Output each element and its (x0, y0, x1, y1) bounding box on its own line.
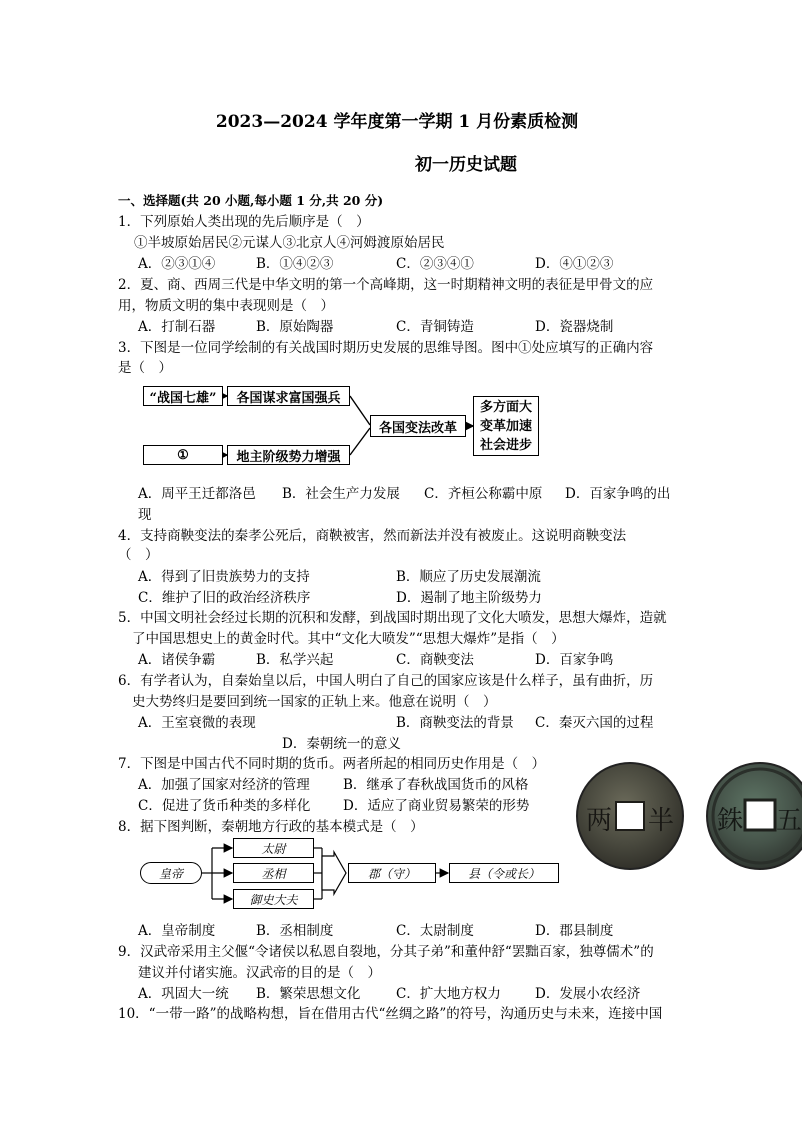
q4-option-a: A．得到了旧贵族势力的支持 (138, 569, 310, 585)
q1-option-a: A．②③①④ (138, 256, 216, 272)
q4-option-b: B．顺应了历史发展潮流 (396, 569, 541, 585)
q3-box-result-line2: 变革加速 (479, 418, 532, 434)
q8-option-a: A．皇帝制度 (138, 923, 216, 939)
q5-option-b: B．私学兴起 (256, 652, 334, 668)
q8-stem: 8．据下图判断，秦朝地方行政的基本模式是（ ） (118, 819, 424, 835)
coin1-char-right: 半 (648, 806, 675, 836)
coin2-char-right: 五 (776, 806, 802, 836)
exam-subtitle: 初一历史试题 (415, 155, 517, 175)
q3-stem-line1: 3．下图是一位同学绘制的有关战国时期历史发展的思维导图。图中①处应填写的正确内容 (118, 340, 654, 356)
q1-stem: 1．下列原始人类出现的先后顺序是（ ） (118, 214, 370, 230)
q6-option-b: B．商鞅变法的背景 (396, 715, 514, 731)
q2-stem-line1: 2．夏、商、西周三代是中华文明的第一个高峰期，这一时期精神文明的表征是甲骨文的应 (118, 277, 654, 293)
q3-box-result-line3: 社会进步 (479, 437, 532, 453)
q8-option-d: D．郡县制度 (535, 923, 614, 939)
section-heading: 一、选择题(共 20 小题,每小题 1 分,共 20 分) (118, 193, 384, 208)
q5-option-c: C．商鞅变法 (396, 652, 474, 668)
q7-option-c: C．促进了货币种类的多样化 (138, 798, 311, 814)
q3-option-c: C．齐桓公称霸中原 (424, 486, 543, 502)
q5-option-d: D．百家争鸣 (535, 652, 614, 668)
q3-box-result-line1: 多方面大 (479, 399, 532, 415)
q4-option-c: C．维护了旧的政治经济秩序 (138, 590, 311, 606)
q9-option-a: A．巩固大一统 (138, 986, 229, 1002)
q3-option-d-cont: 现 (138, 507, 152, 523)
q4-stem-line1: 4．支持商鞅变法的秦孝公死后，商鞅被害，然而新法并没有被废止。这说明商鞅变法 (118, 528, 627, 544)
q9-option-b: B．繁荣思想文化 (256, 986, 361, 1002)
exam-title: 2023—2024 学年度第一学期 1 月份素质检测 (215, 112, 579, 132)
q2-option-d: D．瓷器烧制 (535, 319, 614, 335)
q3-box-reform: 各国变法改革 (370, 415, 466, 437)
q6-option-d: D．秦朝统一的意义 (282, 736, 401, 752)
q3-box-landlord: 地主阶级势力增强 (227, 445, 350, 465)
q2-option-c: C．青铜铸造 (396, 319, 474, 335)
q8-official-yushi: 御史大夫 (233, 889, 314, 909)
q9-option-d: D．发展小农经济 (535, 986, 641, 1002)
q6-stem-line2: 史大势终归是要回到统一国家的正轨上来。他意在说明（ ） (132, 694, 497, 710)
q6-option-a: A．王室衰微的表现 (138, 715, 256, 731)
q3-option-d: D．百家争鸣的出 (565, 486, 671, 502)
q4-stem-line2: （ ） (118, 547, 159, 563)
q5-stem-line2: 了中国思想史上的黄金时代。其中“文化大喷发”“思想大爆炸”是指（ ） (132, 631, 565, 647)
q9-stem-line1: 9．汉武帝采用主父偃“令诸侯以私恩自裂地，分其子弟”和董仲舒“罢黜百家，独尊儒术”的 (118, 944, 654, 960)
q7-option-d: D．适应了商业贸易繁荣的形势 (343, 798, 530, 814)
q8-emperor: 皇帝 (140, 862, 202, 884)
q8-official-taiwei: 太尉 (233, 838, 314, 858)
q2-stem-line2: 用，物质文明的集中表现则是（ ） (118, 298, 334, 314)
q3-option-b: B．社会生产力发展 (282, 486, 400, 502)
q7-option-a: A．加强了国家对经济的管理 (138, 777, 310, 793)
q9-option-c: C．扩大地方权力 (396, 986, 501, 1002)
q5-stem-line1: 5．中国文明社会经过长期的沉积和发酵，到战国时期出现了文化大喷发，思想大爆炸，造就 (118, 610, 667, 626)
q7-stem: 7．下图是中国古代不同时期的货币。两者所起的相同历史作用是（ ） (118, 756, 546, 772)
coin1-char-left: 两 (586, 806, 613, 836)
q1-option-c: C．②③④① (396, 256, 474, 272)
q8-official-chengxiang: 丞相 (233, 863, 314, 883)
q3-option-a: A．周平王迁都洛邑 (138, 486, 256, 502)
q3-box-enrich-state: 各国谋求富国强兵 (227, 386, 350, 406)
q8-option-b: B．丞相制度 (256, 923, 334, 939)
q5-option-a: A．诸侯争霸 (138, 652, 216, 668)
q3-stem-line2: 是（ ） (118, 360, 172, 376)
q8-county: 县（令或长） (449, 863, 559, 883)
q6-stem-line1: 6．有学者认为，自秦始皇以后，中国人明白了自己的国家应该是什么样子，虽有曲折，历 (118, 673, 654, 689)
coin2-char-left: 銖 (717, 806, 744, 836)
q7-option-b: B．继承了春秋战国货币的风格 (343, 777, 529, 793)
q10-stem-line1: 10．“一带一路”的战略构想，旨在借用古代“丝绸之路”的符号，沟通历史与未来，连接中国 (118, 1006, 663, 1022)
q3-box-seven-states: “战国七雄” (143, 386, 223, 406)
q8-option-c: C．太尉制度 (396, 923, 474, 939)
q1-option-d: D．④①②③ (535, 256, 614, 272)
q8-commandery: 郡（守） (348, 863, 436, 883)
q3-box-blank-1: ① (143, 445, 223, 465)
q1-option-b: B．①④②③ (256, 256, 334, 272)
q9-stem-line2: 建议并付诸实施。汉武帝的目的是（ ） (138, 965, 381, 981)
q2-option-a: A．打制石器 (138, 319, 216, 335)
q4-option-d: D．遏制了地主阶级势力 (396, 590, 542, 606)
q2-option-b: B．原始陶器 (256, 319, 334, 335)
q6-option-c: C．秦灭六国的过程 (535, 715, 654, 731)
q1-items: ①半坡原始居民②元谋人③北京人④河姆渡原始居民 (134, 235, 445, 251)
